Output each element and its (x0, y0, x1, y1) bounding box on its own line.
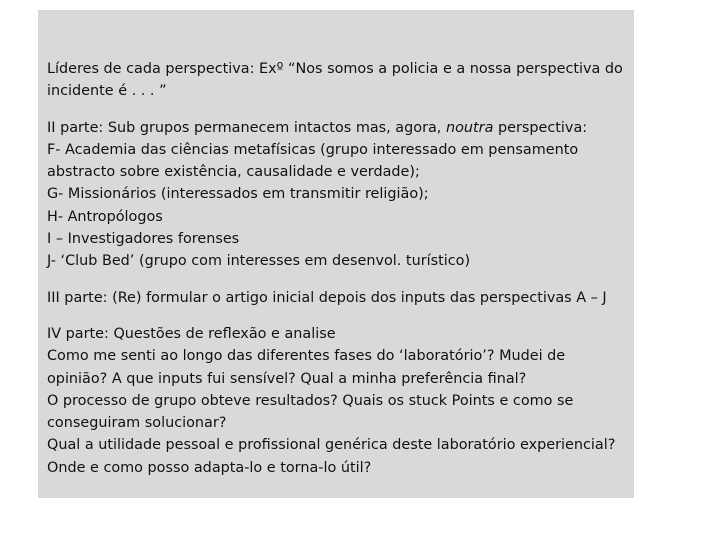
list-item: F- Academia das ciências metafísicas (grupo interessado em pensamento (47, 141, 579, 158)
list-item: H- Antropólogos (47, 208, 163, 225)
text-line: opinião? A que inputs fui sensível? Qual a minha preferência final? (47, 370, 527, 387)
text-segment: II parte: Sub grupos permanecem intactos mas, agora, (47, 119, 446, 136)
text-line: Líderes de cada perspectiva: Exº “Nos somos a policia e a nossa perspectiva do (47, 61, 623, 77)
paragraph-part-three (47, 287, 626, 309)
list-item: I – Investigadores forenses (47, 231, 240, 248)
text-box (38, 10, 634, 498)
text-line: Onde e como posso adapta-lo e torna-lo útil? (47, 459, 372, 476)
text-line (47, 117, 626, 139)
paragraph-leaders (47, 58, 626, 103)
text-line: III parte: (Re) formular o artigo inicial depois dos inputs das perspectivas A – J (47, 289, 607, 306)
italic-text: noutra (445, 119, 494, 136)
text-segment: perspectiva: (493, 119, 588, 136)
text-line: Como me senti ao longo das diferentes fases do ‘laboratório’? Mudei de (47, 348, 566, 365)
text-line: abstracto sobre existência, causalidade e verdade); (47, 164, 420, 181)
text-line: O processo de grupo obteve resultados? Quais os stuck Points e como se (47, 392, 574, 409)
text-line: Qual a utilidade pessoal e profissional genérica deste laboratório experiencial? (47, 437, 616, 454)
text-line: IV parte: Questões de reflexão e analise (47, 325, 336, 342)
list-item: J- ‘Club Bed’ (grupo com interesses em desenvol. turístico) (47, 253, 471, 270)
text-line: incidente é . . . ” (47, 83, 167, 100)
paragraph-part-two (47, 117, 626, 273)
paragraph-part-four (47, 323, 626, 479)
list-item: G- Missionários (interessados em transmitir religião); (47, 186, 429, 203)
text-line: conseguiram solucionar? (47, 415, 227, 432)
